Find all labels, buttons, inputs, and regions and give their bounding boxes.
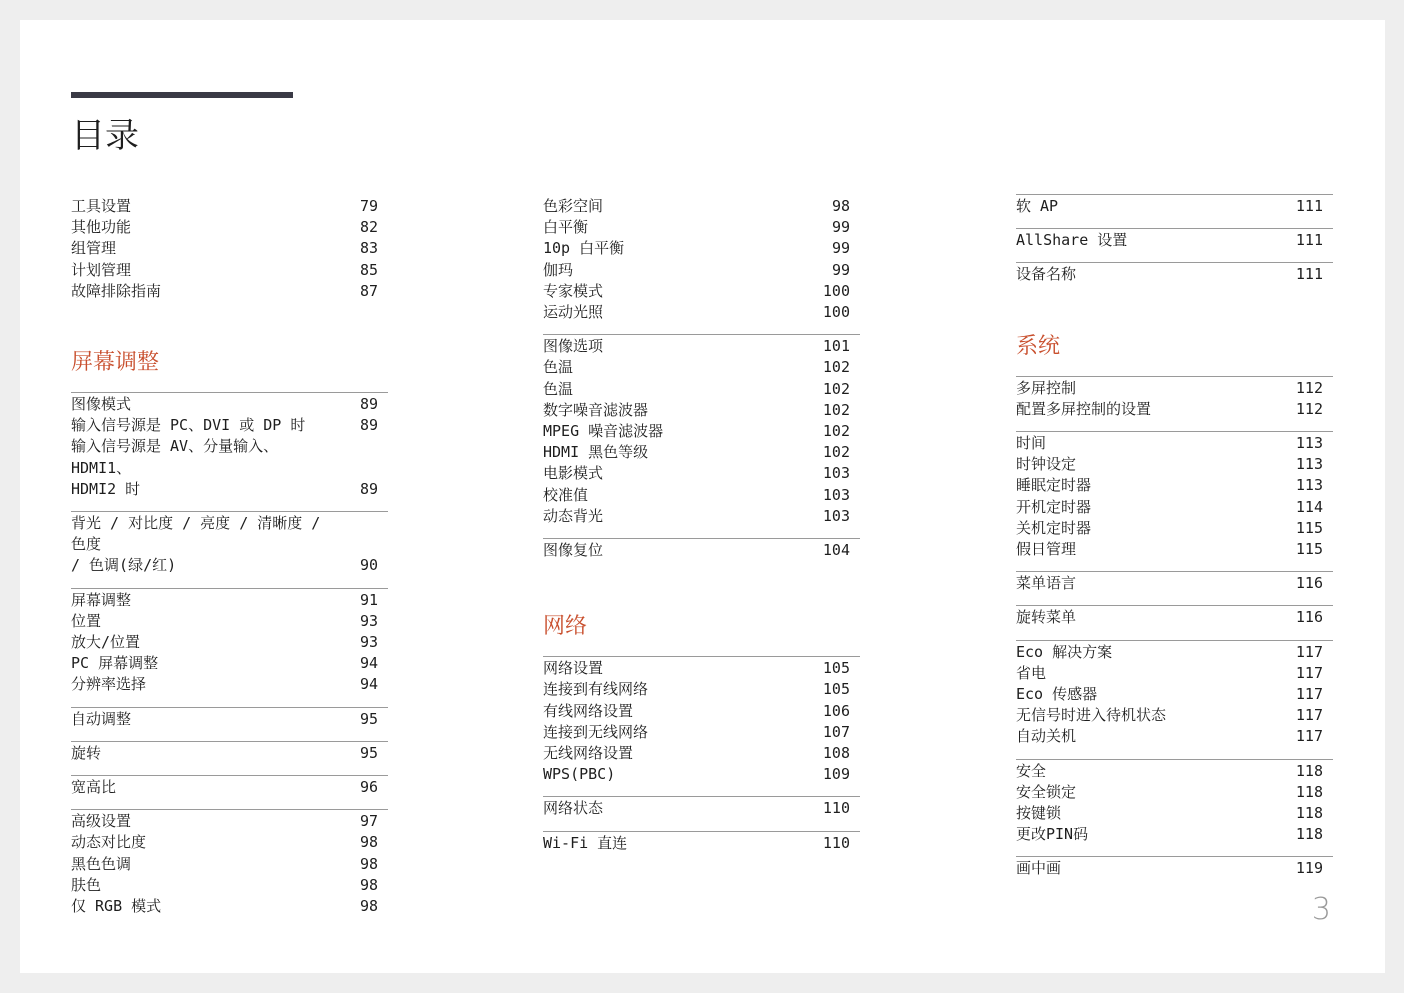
toc-entry-label: 连接到有线网络 <box>543 680 649 699</box>
toc-group <box>1016 228 1333 251</box>
toc-entry[interactable] <box>1016 705 1333 726</box>
toc-group <box>1016 194 1333 217</box>
toc-entry[interactable] <box>1016 663 1333 684</box>
toc-entry-page: 115 <box>1295 518 1323 537</box>
toc-group <box>1016 640 1333 748</box>
toc-entry[interactable] <box>1016 726 1333 747</box>
toc-entry-label: HDMI 黑色等级 <box>543 443 649 462</box>
toc-entry-page: 109 <box>822 765 850 784</box>
toc-column-2 <box>543 194 860 854</box>
toc-entry[interactable] <box>1016 230 1333 251</box>
toc-entry-label: 输入信号源是 AV、分量输入、HDMI1、 HDMI2 时 <box>71 437 279 498</box>
toc-entry[interactable] <box>71 875 388 896</box>
toc-entry-label: 假日管理 <box>1016 540 1077 559</box>
toc-entry-page: 99 <box>831 239 850 258</box>
toc-entry-label: 色温 <box>543 358 574 377</box>
toc-entry[interactable] <box>1016 454 1333 475</box>
toc-entry-label: 故障排除指南 <box>71 281 162 300</box>
toc-entry-page: 102 <box>822 379 850 398</box>
toc-entry[interactable] <box>543 701 860 722</box>
toc-entry-page: 110 <box>822 799 850 818</box>
toc-entry-label: PC 屏幕调整 <box>71 654 159 673</box>
toc-entry-label: WPS(PBC) <box>543 765 616 784</box>
toc-entry[interactable] <box>71 854 388 875</box>
toc-entry-label: 放大/位置 <box>71 633 141 652</box>
toc-entry-page: 112 <box>1295 399 1323 418</box>
toc-entry-label: 工具设置 <box>71 197 132 215</box>
toc-entry[interactable] <box>543 400 860 421</box>
toc-entry-label: 旋转 <box>71 743 102 762</box>
toc-entry[interactable] <box>71 238 388 259</box>
toc-entry-label: 计划管理 <box>71 260 132 279</box>
toc-entry-label: 色温 <box>543 379 574 398</box>
toc-entry-label: 睡眠定时器 <box>1016 476 1092 495</box>
toc-entry-label: 动态背光 <box>543 506 604 525</box>
toc-entry[interactable] <box>71 674 388 695</box>
toc-group <box>1016 376 1333 420</box>
toc-entry-page: 89 <box>359 395 378 414</box>
toc-group <box>1016 856 1333 879</box>
toc-entry-page: 102 <box>822 400 850 419</box>
toc-entry-page: 117 <box>1295 706 1323 725</box>
toc-entry-page: 87 <box>359 281 378 300</box>
toc-entry-page: 89 <box>359 416 378 435</box>
toc-entry-page: 116 <box>1295 574 1323 593</box>
toc-entry-page: 117 <box>1295 685 1323 704</box>
toc-entry[interactable] <box>1016 803 1333 824</box>
toc-entry[interactable] <box>1016 607 1333 628</box>
toc-entry[interactable] <box>1016 642 1333 663</box>
toc-entry-page: 102 <box>822 422 850 441</box>
toc-group <box>71 707 388 730</box>
toc-group <box>1016 759 1333 846</box>
toc-entry[interactable] <box>543 302 860 323</box>
toc-entry-label: 时钟设定 <box>1016 455 1077 474</box>
toc-entry[interactable] <box>543 442 860 463</box>
toc-entry-page: 111 <box>1295 197 1323 215</box>
toc-entry[interactable] <box>1016 761 1333 782</box>
toc-entry-page: 98 <box>359 854 378 873</box>
toc-entry[interactable] <box>71 777 388 798</box>
toc-entry-label: 网络状态 <box>543 799 604 818</box>
toc-entry-page: 116 <box>1295 608 1323 627</box>
toc-entry-page: 118 <box>1295 761 1323 780</box>
toc-entry-label: 自动关机 <box>1016 727 1077 746</box>
toc-entry[interactable] <box>543 217 860 238</box>
toc-entry-label: 安全 <box>1016 761 1047 780</box>
toc-entry-page: 113 <box>1295 434 1323 453</box>
toc-entry[interactable] <box>543 833 860 854</box>
toc-entry-page: 94 <box>359 654 378 673</box>
toc-group <box>543 538 860 561</box>
toc-entry-label: 设备名称 <box>1016 265 1077 284</box>
toc-entry[interactable] <box>71 743 388 764</box>
toc-entry-page: 115 <box>1295 540 1323 559</box>
toc-entry-page: 103 <box>822 506 850 525</box>
toc-entry-page: 90 <box>359 556 378 575</box>
toc-entry[interactable] <box>71 832 388 853</box>
toc-entry[interactable] <box>71 415 388 436</box>
toc-entry-page: 103 <box>822 464 850 483</box>
toc-entry[interactable] <box>543 506 860 527</box>
toc-entry-label: 网络设置 <box>543 659 604 678</box>
toc-group <box>71 809 388 917</box>
toc-entry-label: 动态对比度 <box>71 833 147 852</box>
toc-entry-page: 95 <box>359 709 378 728</box>
toc-entry-label: 多屏控制 <box>1016 378 1077 397</box>
toc-entry-page: 117 <box>1295 642 1323 661</box>
section-title: 屏幕调整 <box>71 350 160 376</box>
toc-entry-page: 108 <box>822 744 850 763</box>
toc-entry-label: 背光 / 对比度 / 亮度 / 清晰度 / 色度 / 色调(绿/红) <box>71 514 321 575</box>
toc-group <box>1016 262 1333 285</box>
toc-entry-label: 位置 <box>71 611 102 630</box>
toc-entry-label: Eco 传感器 <box>1016 685 1098 704</box>
toc-entry-label: 无线网络设置 <box>543 744 634 763</box>
toc-entry[interactable] <box>543 379 860 400</box>
toc-entry[interactable] <box>543 238 860 259</box>
toc-entry[interactable] <box>1016 399 1333 420</box>
toc-entry[interactable] <box>543 463 860 484</box>
toc-group <box>543 831 860 854</box>
toc-entry[interactable] <box>1016 196 1333 217</box>
toc-entry[interactable] <box>543 357 860 378</box>
toc-entry-page: 79 <box>359 197 378 215</box>
toc-entry-page: 99 <box>831 218 850 237</box>
toc-entry-label: AllShare 设置 <box>1016 231 1128 250</box>
toc-entry[interactable] <box>543 540 860 561</box>
toc-group <box>543 796 860 819</box>
toc-entry-label: 分辨率选择 <box>71 675 147 694</box>
section-title: 网络 <box>543 614 588 640</box>
toc-entry-page: 111 <box>1295 231 1323 250</box>
toc-entry-label: MPEG 噪音滤波器 <box>543 422 664 441</box>
toc-entry-label: 图像复位 <box>543 541 604 560</box>
toc-entry-label: 图像模式 <box>71 395 132 414</box>
toc-group <box>543 656 860 785</box>
toc-entry-page: 83 <box>359 239 378 258</box>
toc-entry[interactable] <box>543 196 860 217</box>
toc-entry[interactable] <box>1016 378 1333 399</box>
toc-entry-label: 图像选项 <box>543 337 604 356</box>
toc-entry-label: 色彩空间 <box>543 197 604 215</box>
toc-column-1 <box>71 194 388 917</box>
toc-entry-label: 旋转菜单 <box>1016 608 1077 627</box>
toc-entry-label: 无信号时进入待机状态 <box>1016 706 1167 725</box>
toc-entry[interactable] <box>543 260 860 281</box>
toc-entry-label: 白平衡 <box>543 218 589 237</box>
toc-entry-page: 89 <box>359 479 378 498</box>
toc-entry[interactable] <box>71 632 388 653</box>
page-title: 目录 <box>71 116 139 156</box>
toc-group <box>1016 571 1333 594</box>
toc-entry[interactable] <box>71 436 388 500</box>
toc-entry[interactable] <box>543 743 860 764</box>
toc-entry-page: 107 <box>822 722 850 741</box>
toc-entry[interactable] <box>543 764 860 785</box>
toc-entry[interactable] <box>543 336 860 357</box>
toc-entry-label: 高级设置 <box>71 812 132 831</box>
toc-entry[interactable] <box>1016 475 1333 496</box>
toc-entry[interactable] <box>1016 539 1333 560</box>
toc-entry[interactable] <box>71 709 388 730</box>
toc-entry-page: 117 <box>1295 663 1323 682</box>
toc-entry-page: 118 <box>1295 825 1323 844</box>
toc-entry[interactable] <box>71 611 388 632</box>
toc-column-3 <box>1016 194 1333 880</box>
document-page <box>20 20 1385 973</box>
toc-entry-page: 111 <box>1295 265 1323 284</box>
toc-entry-page: 114 <box>1295 497 1323 516</box>
toc-entry-label: 电影模式 <box>543 464 604 483</box>
toc-entry-page: 91 <box>359 590 378 609</box>
toc-entry-page: 118 <box>1295 804 1323 823</box>
toc-entry-page: 96 <box>359 778 378 797</box>
toc-group <box>1016 605 1333 628</box>
toc-entry[interactable] <box>71 811 388 832</box>
title-accent-bar <box>71 92 293 98</box>
toc-entry[interactable] <box>543 798 860 819</box>
toc-entry[interactable] <box>1016 684 1333 705</box>
toc-entry[interactable] <box>71 196 388 217</box>
toc-entry-label: 数字噪音滤波器 <box>543 400 649 419</box>
toc-entry-label: 自动调整 <box>71 709 132 728</box>
toc-entry-page: 94 <box>359 675 378 694</box>
toc-group <box>71 741 388 764</box>
toc-entry-page: 113 <box>1295 476 1323 495</box>
toc-group <box>71 194 388 302</box>
toc-entry-page: 95 <box>359 743 378 762</box>
toc-entry[interactable] <box>71 281 388 302</box>
toc-entry[interactable] <box>1016 858 1333 879</box>
toc-entry-label: Wi-Fi 直连 <box>543 833 628 852</box>
toc-entry-label: 连接到无线网络 <box>543 722 649 741</box>
toc-entry-label: 有线网络设置 <box>543 701 634 720</box>
toc-entry-label: 伽玛 <box>543 260 574 279</box>
toc-entry-page: 100 <box>822 281 850 300</box>
toc-entry[interactable] <box>71 513 388 577</box>
toc-entry-page: 82 <box>359 218 378 237</box>
toc-entry-label: 菜单语言 <box>1016 574 1077 593</box>
toc-entry-page: 102 <box>822 358 850 377</box>
toc-entry[interactable] <box>71 260 388 281</box>
toc-entry-label: 宽高比 <box>71 778 117 797</box>
toc-entry[interactable] <box>71 653 388 674</box>
toc-entry[interactable] <box>543 658 860 679</box>
toc-entry[interactable] <box>1016 782 1333 803</box>
toc-entry-label: 肤色 <box>71 875 102 894</box>
toc-entry-page: 97 <box>359 812 378 831</box>
toc-entry[interactable] <box>1016 573 1333 594</box>
toc-entry-page: 98 <box>359 897 378 916</box>
toc-entry-label: 时间 <box>1016 434 1047 453</box>
toc-entry-page: 85 <box>359 260 378 279</box>
toc-entry-page: 113 <box>1295 455 1323 474</box>
toc-entry-label: 软 AP <box>1016 197 1059 215</box>
toc-group <box>71 588 388 696</box>
toc-entry-label: 配置多屏控制的设置 <box>1016 399 1152 418</box>
toc-group <box>71 775 388 798</box>
toc-entry-page: 103 <box>822 485 850 504</box>
toc-entry-page: 110 <box>822 833 850 852</box>
toc-entry-label: 仅 RGB 模式 <box>71 897 162 916</box>
toc-entry-page: 101 <box>822 337 850 356</box>
toc-entry-label: 开机定时器 <box>1016 497 1092 516</box>
toc-entry[interactable] <box>71 394 388 415</box>
toc-entry-page: 112 <box>1295 378 1323 397</box>
toc-entry-page: 117 <box>1295 727 1323 746</box>
section-title: 系统 <box>1016 333 1061 359</box>
toc-group <box>543 194 860 323</box>
toc-entry[interactable] <box>71 590 388 611</box>
toc-entry-page: 99 <box>831 260 850 279</box>
toc-entry-label: 屏幕调整 <box>71 590 132 609</box>
toc-entry-label: 10p 白平衡 <box>543 239 625 258</box>
toc-entry-page: 118 <box>1295 782 1323 801</box>
toc-entry-page: 98 <box>831 197 850 215</box>
toc-entry-page: 106 <box>822 701 850 720</box>
toc-entry[interactable] <box>543 679 860 700</box>
toc-entry[interactable] <box>71 896 388 917</box>
toc-group <box>71 392 388 500</box>
toc-entry-label: 校准值 <box>543 485 589 504</box>
toc-entry-page: 100 <box>822 303 850 322</box>
toc-entry[interactable] <box>543 485 860 506</box>
toc-entry-page: 105 <box>822 680 850 699</box>
toc-entry-page: 93 <box>359 633 378 652</box>
toc-entry[interactable] <box>1016 433 1333 454</box>
toc-entry[interactable] <box>543 281 860 302</box>
toc-group <box>71 511 388 577</box>
toc-entry-page: 105 <box>822 659 850 678</box>
toc-entry-page: 98 <box>359 833 378 852</box>
toc-entry-label: 关机定时器 <box>1016 518 1092 537</box>
toc-entry-label: 更改PIN码 <box>1016 825 1089 844</box>
toc-entry[interactable] <box>1016 497 1333 518</box>
toc-entry-label: 输入信号源是 PC、DVI 或 DP 时 <box>71 416 306 435</box>
toc-entry-page: 102 <box>822 443 850 462</box>
page-number: 3 <box>1311 892 1331 927</box>
toc-entry[interactable] <box>1016 264 1333 285</box>
toc-entry[interactable] <box>543 421 860 442</box>
toc-entry-label: 运动光照 <box>543 303 604 322</box>
toc-entry-label: 组管理 <box>71 239 117 258</box>
toc-entry-label: 按键锁 <box>1016 804 1062 823</box>
toc-entry-label: 画中画 <box>1016 859 1062 878</box>
toc-entry-page: 104 <box>822 541 850 560</box>
toc-entry-label: 黑色色调 <box>71 854 132 873</box>
toc-entry-label: 其他功能 <box>71 218 132 237</box>
toc-entry-label: 安全锁定 <box>1016 782 1077 801</box>
toc-entry-label: 省电 <box>1016 663 1047 682</box>
toc-entry-label: 专家模式 <box>543 281 604 300</box>
toc-group <box>1016 431 1333 560</box>
toc-entry-label: Eco 解决方案 <box>1016 642 1113 661</box>
toc-entry[interactable] <box>543 722 860 743</box>
toc-entry[interactable] <box>1016 518 1333 539</box>
toc-entry-page: 98 <box>359 875 378 894</box>
toc-entry[interactable] <box>1016 824 1333 845</box>
toc-group <box>543 334 860 527</box>
toc-entry-page: 93 <box>359 611 378 630</box>
toc-entry-page: 119 <box>1295 859 1323 878</box>
toc-entry[interactable] <box>71 217 388 238</box>
